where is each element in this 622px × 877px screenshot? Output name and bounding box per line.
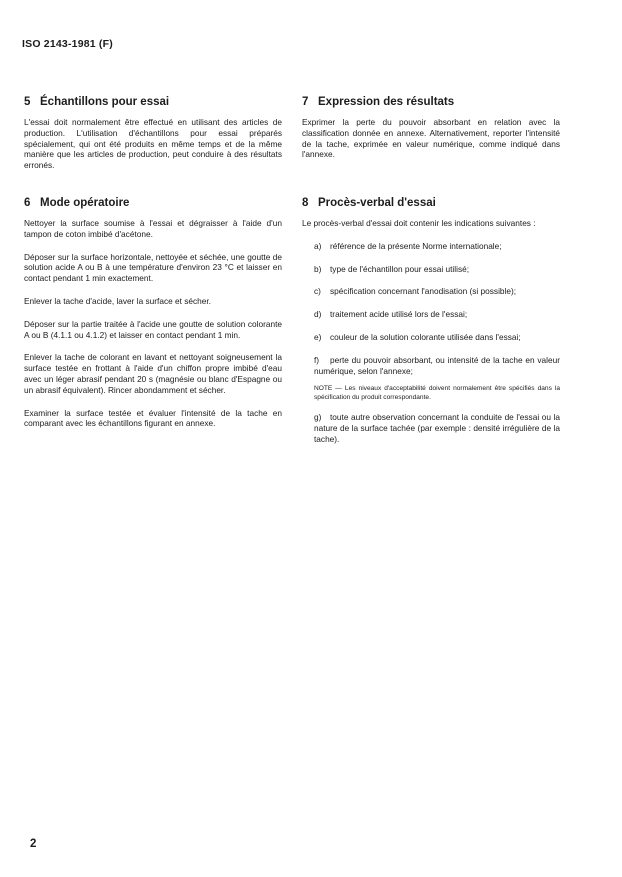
document-id: ISO 2143-1981 (F) xyxy=(22,38,113,50)
section-6-paragraph-1: Nettoyer la surface soumise à l'essai et dégraisser à l'aide d'un tampon de coton imbibé d'acétone. xyxy=(24,218,282,239)
section-7 xyxy=(302,96,560,168)
list-item-d: d) traitement acide utilisé lors de l'essai; xyxy=(314,309,468,320)
section-6-paragraph-4: Déposer sur la partie traitée à l'acide une goutte de solution colorante A ou B (4.1.1 ou 4.1.2) et laisser en contact pendant 1 min. xyxy=(24,318,282,340)
list-item-g: g) toute autre observation concernant la conduite de l'essai ou la nature de la surface tachée (par exemple : densité irrégulière de la tache). xyxy=(314,412,560,444)
section-5 xyxy=(24,96,282,179)
list-item-c: c) spécification concernant l'anodisation (si possible); xyxy=(314,286,517,297)
list-item-f: f) perte du pouvoir absorbant, ou intensité de la tache en valeur numérique, selon l'annexe; xyxy=(314,354,560,376)
section-6-paragraph-5: Enlever la tache de colorant en lavant et nettoyant soigneusement la surface testée en frottant à l'aide d'un chiffon propre imbibé d'eau avec un léger abrasif pendant 20 s (magnésie ou blanc d'Espagne ou un abrasif équivalent). Rincer abondamment et sécher. xyxy=(24,352,282,395)
section-6-paragraph-2: Déposer sur la surface horizontale, nettoyée et séchée, une goutte de solution acide A ou B à une température d'environ 23 °C et laisser en contact pendant 1 min exactement. xyxy=(24,251,282,284)
section-7-title: 7 Expression des résultats xyxy=(302,96,455,108)
section-7-paragraph: Exprimer la perte du pouvoir absorbant en relation avec la classification donnée en annexe. Alternativement, reporter l'intensité de la tache, exprimée en valeur numérique, comme indiqué dans l'annexe. xyxy=(302,117,560,160)
section-8-intro: Le procès-verbal d'essai doit contenir les indications suivantes : xyxy=(302,218,536,228)
section-6-title: 6 Mode opératoire xyxy=(24,197,130,209)
section-6-paragraph-6: Examiner la surface testée et évaluer l'intensité de la tache en comparant avec les échantillons figurant en annexe. xyxy=(24,407,282,429)
section-6-paragraph-3: Enlever la tache d'acide, laver la surface et sécher. xyxy=(24,295,211,306)
section-5-paragraph: L'essai doit normalement être effectué en utilisant des articles de production. L'utilisation d'échantillons pour essai préparés spécialement, qui ont été produits en même temps et de la même manière que les articles de production, peut conduire à des résultats erronés. xyxy=(24,117,282,171)
page-number: 2 xyxy=(30,838,37,850)
note: NOTE — Les niveaux d'acceptabilité doivent normalement être spécifiés dans la spécification du produit correspondante. xyxy=(314,385,560,402)
section-8 xyxy=(302,197,560,457)
section-8-title: 8 Procès-verbal d'essai xyxy=(302,197,436,209)
list-item-a: a) référence de la présente Norme internationale; xyxy=(314,240,502,251)
section-6 xyxy=(24,197,282,437)
list-item-e: e) couleur de la solution colorante utilisée dans l'essai; xyxy=(314,331,521,342)
section-5-title: 5 Échantillons pour essai xyxy=(24,96,170,108)
list-item-b: b) type de l'échantillon pour essai utilisé; xyxy=(314,263,470,274)
